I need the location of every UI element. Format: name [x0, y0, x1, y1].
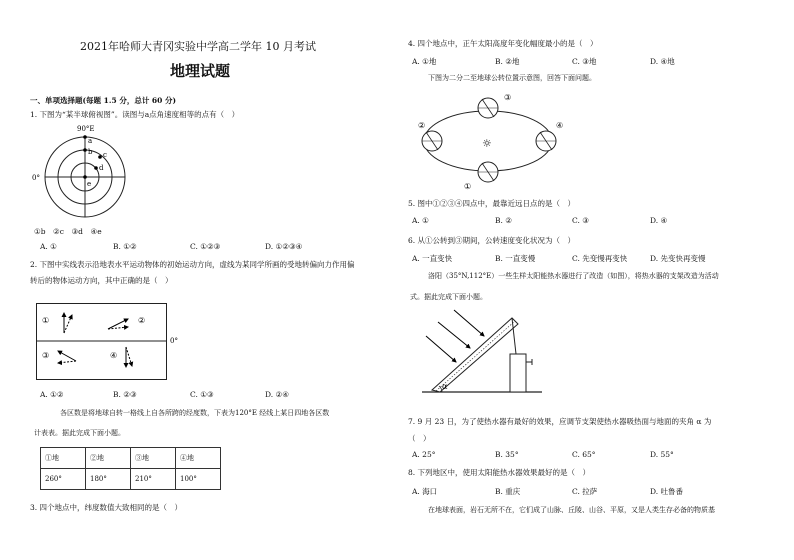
q1-choices-line: ①b ②c ③d ④e: [34, 227, 102, 236]
q6-stem: 6. 从①公转到③期间，公转速度变化状况为（ ）: [408, 236, 576, 245]
point-b-dot: [83, 148, 87, 152]
q5-option-b[interactable]: B. ②: [495, 216, 513, 225]
q2-option-a[interactable]: A. ①②: [40, 390, 64, 399]
q4-option-d[interactable]: D. ④地: [650, 57, 675, 66]
q2-stem-line1: 2. 下图中实线表示沿地表水平运动物体的初始运动方向，虚线为某同学所画的受地转偏向力作用偏: [30, 260, 355, 269]
intro-geo-line1: 各区数是将地球自转一格线上自各所跨的经度数，下表为120°E 经线上某日四地各区数: [60, 409, 330, 417]
sun-ray: [438, 322, 470, 348]
q1-hemisphere-figure: [30, 122, 140, 222]
q1-stem: 1. 下图为“某半球俯视图”。读图与a点角速度相等的点有（ ）: [30, 110, 240, 119]
q1-option-c[interactable]: C. ①②③: [190, 242, 221, 251]
label-a: a: [88, 137, 93, 145]
q2-panel-2: ②: [138, 316, 146, 325]
degree-table: [40, 447, 221, 490]
solar-heater-figure: [412, 306, 552, 396]
orbit-label-4: ④: [556, 121, 564, 130]
left-meridian-label: 0°: [32, 174, 40, 182]
label-b: b: [88, 148, 93, 156]
label-e: e: [87, 180, 92, 188]
q4-option-b[interactable]: B. ②地: [495, 57, 520, 66]
q7-stem: 7. 9 月 23 日，为了使热水器有最好的效果，应调节支架使热水器吸热面与地面的夹角 α 为: [408, 417, 712, 426]
q2-p3-solid-arrow: [58, 351, 76, 361]
q2-option-b[interactable]: B. ②③: [113, 390, 137, 399]
q2-panel-4: ④: [110, 351, 118, 360]
q2-lat-label: 0°: [170, 337, 178, 345]
subject-title: 地理试题: [170, 62, 231, 80]
q2-p1-dashed-arrow: [64, 315, 72, 333]
sun-ray: [426, 336, 456, 362]
table-row: [41, 469, 221, 490]
table-header-cell: ①地: [41, 448, 86, 469]
q6-option-b[interactable]: B. 一直变慢: [495, 254, 536, 263]
q7-option-d[interactable]: D. 55°: [650, 450, 674, 459]
q2-option-d[interactable]: D. ②④: [265, 390, 289, 399]
table-cell: 210°: [131, 469, 176, 490]
q1-option-d[interactable]: D. ①②③④: [265, 242, 303, 251]
q7-paren: （ ）: [408, 434, 431, 443]
exam-title: 2021年哈师大青冈实验中学高二学年 10 月考试: [80, 40, 316, 53]
orbit-label-1: ①: [464, 182, 472, 190]
q6-option-c[interactable]: C. 先变慢再变快: [572, 254, 628, 263]
orbit-figure: [408, 88, 568, 190]
point-d-dot: [94, 166, 98, 170]
table-header-cell: ②地: [86, 448, 131, 469]
table-cell: 100°: [176, 469, 221, 490]
q8-stem: 8. 下列地区中，使用太阳能热水器效果最好的是（ ）: [408, 468, 591, 477]
q1-option-b[interactable]: B. ①②: [113, 242, 137, 251]
q4-option-a[interactable]: A. ①地: [412, 57, 437, 66]
q2-stem-line2: 转后的物体运动方向，其中正确的是（ ）: [30, 276, 173, 285]
q5-option-d[interactable]: D. ④: [650, 216, 668, 225]
table-header-cell: ④地: [176, 448, 221, 469]
q2-p2-solid-arrow: [108, 319, 128, 329]
q2-panel-3: ③: [42, 351, 50, 360]
q3-stem: 3. 四个地点中，纬度数值大致相同的是（ ）: [30, 503, 183, 512]
orbit-label-3: ③: [504, 93, 512, 102]
label-c: c: [103, 151, 107, 159]
q5-option-a[interactable]: A. ①: [412, 216, 429, 225]
point-c-dot: [98, 155, 102, 159]
table-cell: 180°: [86, 469, 131, 490]
q4-option-c[interactable]: C. ③地: [572, 57, 597, 66]
label-d: d: [99, 164, 104, 172]
water-tank: [510, 354, 526, 392]
angle-label: α: [442, 382, 448, 391]
q8-option-d[interactable]: D. 吐鲁番: [650, 487, 684, 496]
sun-icon: ☼: [482, 137, 492, 150]
q5-option-c[interactable]: C. ③: [572, 216, 589, 225]
q7-option-a[interactable]: A. 25°: [412, 450, 436, 459]
intro-solar-line1: 洛阳（35°N,112°E）一些生样太阳能热水器进行了改造（如图），将热水器的支架改造为活动: [428, 272, 719, 280]
q2-option-c[interactable]: C. ①③: [190, 390, 214, 399]
top-meridian-label: 90°E: [77, 125, 95, 133]
table-header-row: [41, 448, 221, 469]
intro-rock: 在地球表面，岩石无所不在，它们成了山脉、丘陵、山谷、平原，又是人类生存必备的物质基: [428, 506, 715, 514]
q8-option-c[interactable]: C. 拉萨: [572, 487, 598, 496]
q7-option-c[interactable]: C. 65°: [572, 450, 596, 459]
table-cell: 260°: [41, 469, 86, 490]
q2-panel-1: ①: [42, 316, 50, 325]
q7-option-b[interactable]: B. 35°: [495, 450, 519, 459]
q4-stem: 4. 四个地点中，正午太阳高度年变化幅度最小的是（ ）: [408, 39, 598, 48]
q2-deflection-figure: [36, 303, 186, 383]
point-e-dot: [83, 175, 87, 179]
q6-option-a[interactable]: A. 一直变快: [412, 254, 453, 263]
section-heading: 一、单项选择题(每题 1.5 分，总计 60 分): [30, 96, 177, 105]
q5-stem: 5. 图中①②③④四点中，最靠近远日点的是（ ）: [408, 199, 576, 208]
table-header-cell: ③地: [131, 448, 176, 469]
q2-p4-dashed-arrow: [126, 347, 132, 366]
q1-option-a[interactable]: A. ①: [40, 242, 57, 251]
orbit-label-2: ②: [418, 121, 426, 130]
q8-option-a[interactable]: A. 海口: [412, 487, 438, 496]
sun-ray: [454, 310, 484, 336]
intro-geo-line2: 计表表。据此完成下面小题。: [34, 429, 125, 437]
intro-solar-line2: 式。据此完成下面小题。: [410, 293, 487, 301]
collector-panel: [432, 318, 518, 392]
intro-orbit: 下图为二分二至地球公转位置示意图，回答下面问题。: [428, 74, 596, 82]
q8-option-b[interactable]: B. 重庆: [495, 487, 521, 496]
q6-option-d[interactable]: D. 先变快再变慢: [650, 254, 706, 263]
point-a-dot: [83, 135, 87, 139]
q2-p3-dashed-arrow: [58, 361, 76, 363]
